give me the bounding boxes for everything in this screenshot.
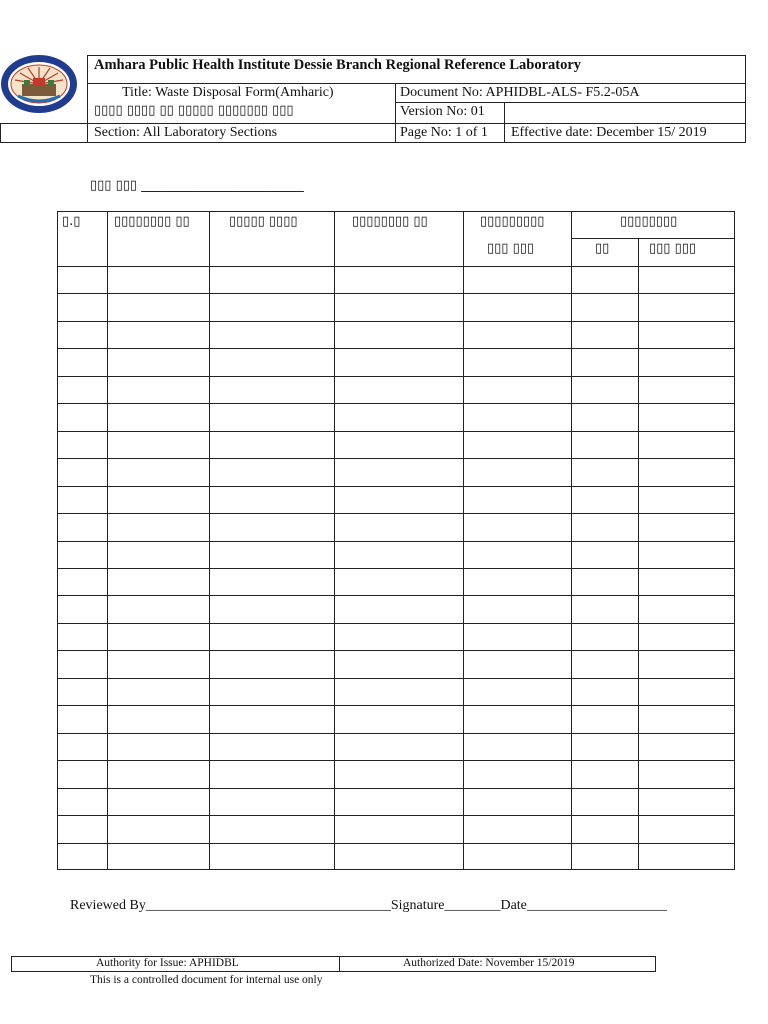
table-row[interactable] xyxy=(57,760,735,787)
section-label: Section: All Laboratory Sections xyxy=(94,125,278,140)
table-row[interactable] xyxy=(57,788,735,815)
table-row[interactable] xyxy=(57,348,735,375)
table-row[interactable] xyxy=(57,705,735,732)
name-field-line[interactable]: ▯▯▯ ▯▯▯ _________________________ xyxy=(90,178,304,193)
col-header-sn: ▯.▯ xyxy=(62,214,81,229)
table-row[interactable] xyxy=(57,815,735,842)
col-header-5-bottom: ▯▯▯ ▯▯▯ xyxy=(487,241,535,256)
col-header-group-a: ▯▯ xyxy=(595,241,610,256)
table-row[interactable] xyxy=(57,403,735,430)
table-row[interactable] xyxy=(57,733,735,760)
table-row[interactable] xyxy=(57,486,735,513)
version-number: Version No: 01 xyxy=(400,104,485,119)
table-row[interactable] xyxy=(57,595,735,622)
col-header-2: ▯▯▯▯▯▯▯▯ ▯▯ xyxy=(114,214,190,229)
table-row[interactable] xyxy=(57,321,735,348)
col-header-3: ▯▯▯▯▯ ▯▯▯▯ xyxy=(229,214,298,229)
authorized-date: Authorized Date: November 15/2019 xyxy=(403,957,575,969)
table-row[interactable] xyxy=(57,843,735,870)
col-header-group: ▯▯▯▯▯▯▯▯ xyxy=(620,214,678,229)
effective-date: Effective date: December 15/ 2019 xyxy=(511,125,707,140)
table-row[interactable] xyxy=(57,623,735,650)
table-row[interactable] xyxy=(57,376,735,403)
review-signature-line[interactable]: Reviewed By___________________________________Signature________Date____________________ xyxy=(70,898,667,913)
table-row[interactable] xyxy=(57,650,735,677)
table-row[interactable] xyxy=(57,458,735,485)
table-row[interactable] xyxy=(57,541,735,568)
col-header-5-top: ▯▯▯▯▯▯▯▯▯ xyxy=(480,214,545,229)
table-row[interactable] xyxy=(57,266,735,293)
table-row[interactable] xyxy=(57,513,735,540)
document-number: Document No: APHIDBL-ALS- F5.2-05A xyxy=(400,85,640,100)
authority-issue: Authority for Issue: APHIDBL xyxy=(96,957,239,969)
footer-box xyxy=(11,956,656,972)
col-header-4: ▯▯▯▯▯▯▯▯ ▯▯ xyxy=(352,214,428,229)
table-row[interactable] xyxy=(57,293,735,320)
table-row[interactable] xyxy=(57,568,735,595)
form-title: Title: Waste Disposal Form(Amharic) xyxy=(122,85,334,100)
institute-name: Amhara Public Health Institute Dessie Branch Regional Reference Laboratory xyxy=(94,57,582,73)
page-number: Page No: 1 of 1 xyxy=(400,125,488,140)
institute-seal-logo xyxy=(0,54,78,114)
waste-disposal-table xyxy=(57,211,735,870)
controlled-document-note: This is a controlled document for internal use only xyxy=(90,974,323,986)
table-row[interactable] xyxy=(57,678,735,705)
col-header-group-b: ▯▯▯ ▯▯▯ xyxy=(649,241,697,256)
table-row[interactable] xyxy=(57,431,735,458)
form-title-amharic: ▯▯▯▯ ▯▯▯▯ ▯▯ ▯▯▯▯▯ ▯▯▯▯▯▯▯ ▯▯▯ xyxy=(94,103,294,118)
